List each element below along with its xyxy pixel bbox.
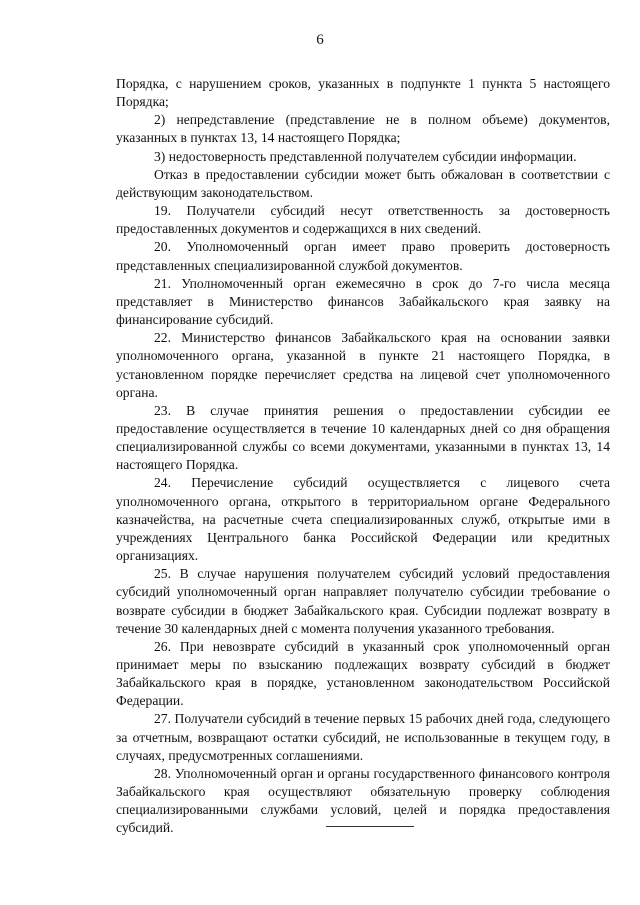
paragraph-20: 20. Уполномоченный орган имеет право проверить достоверность представленных специализированной службой документов. — [116, 239, 610, 273]
paragraph-23: 23. В случае принятия решения о предоставлении субсидии ее предоставление осуществляется в течение 10 календарных дней со дня обращения специализированной службы со всеми документами, указанными в пунктах 13, 14 настоящего Порядка. — [116, 402, 610, 473]
paragraph-item-3: 3) недостоверность представленной получателем субсидии информации. — [154, 148, 577, 164]
paragraph-24: 24. Перечисление субсидий осуществляется с лицевого счета уполномоченного органа, открытого в территориальном органе Федерального казначейства, на расчетные счета специализированных служб, открытые ими в учреждениях Центрального банка Российской Федерации или кредитных организациях. — [116, 475, 610, 564]
paragraph-27: 27. Получатели субсидий в течение первых 15 рабочих дней года, следующего за отчетным, возвращают остатки субсидий, не использованные в текущем году, в случаях, предусмотренных соглашениями. — [116, 711, 610, 763]
paragraph-25: 25. В случае нарушения получателем субсидий условий предоставления субсидий уполномоченный орган направляет получателю субсидии требование о возврате субсидии в бюджет Забайкальского края. Субсидии подлежат возврату в течение 30 календарных дней с момента получения указанного требования. — [116, 566, 610, 636]
paragraph-item-2: 2) непредставление (представление не в полном объеме) документов, указанных в пунктах 13, 14 настоящего Порядка; — [116, 112, 610, 146]
paragraph-26: 26. При невозврате субсидий в указанный срок уполномоченный орган принимает меры по взысканию подлежащих возврату субсидий в бюджет Забайкальского края в порядке, установленном законодательством Российской Федерации. — [116, 638, 610, 709]
paragraph-19: 19. Получатели субсидий несут ответственность за достоверность предоставленных документов и содержащихся в них сведений. — [116, 203, 610, 237]
paragraph-22: 22. Министерство финансов Забайкальского края на основании заявки уполномоченного органа, указанной в пункте 21 настоящего Порядка, в установленном порядке перечисляет средства на лицевой счет уполномоченного органа. — [116, 330, 610, 400]
paragraph-21: 21. Уполномоченный орган ежемесячно в срок до 7-го числа месяца представляет в Министерство финансов Забайкальского края заявку на финансирование субсидий. — [116, 275, 610, 328]
end-of-document-rule — [326, 826, 414, 827]
paragraph-appeal: Отказ в предоставлении субсидии может быть обжалован в соответствии с действующим законодательством. — [116, 166, 610, 200]
document-body — [116, 75, 610, 838]
paragraph-continuation: Порядка, с нарушением сроков, указанных в подпункте 1 пункта 5 настоящего Порядка; — [116, 76, 610, 110]
paragraph-28: 28. Уполномоченный орган и органы государственного финансового контроля Забайкальского края осуществляют обязательную проверку соблюдения специализированными службами условий, целей и порядка предоставления субсидий. — [116, 765, 610, 836]
page-number: 6 — [316, 32, 324, 48]
